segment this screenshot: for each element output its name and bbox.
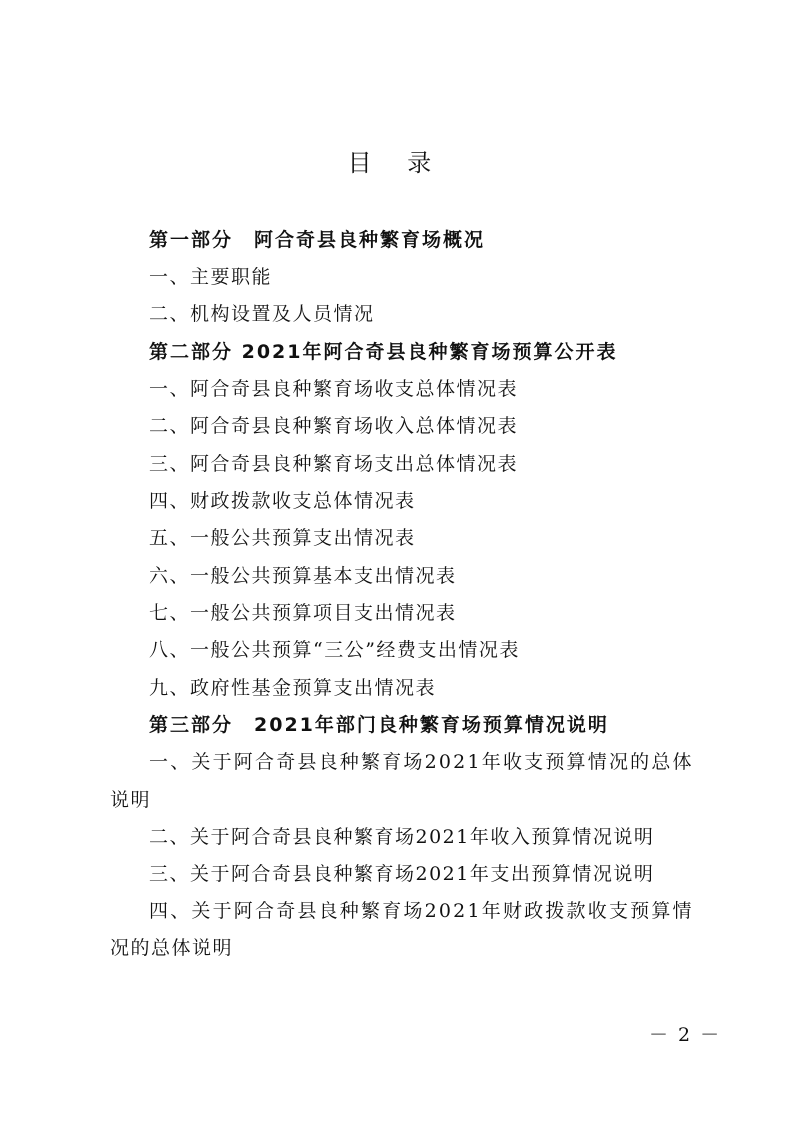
toc-item: 八、一般公共预算“三公”经费支出情况表 xyxy=(149,639,520,661)
toc-item: 二、关于阿合奇县良种繁育场2021年收入预算情况说明 xyxy=(149,826,655,848)
part2-heading: 第二部分 2021年阿合奇县良种繁育场预算公开表 xyxy=(149,341,618,363)
toc-item: 九、政府性基金预算支出情况表 xyxy=(149,677,437,699)
toc-item: 三、关于阿合奇县良种繁育场2021年支出预算情况说明 xyxy=(149,863,655,885)
page-title: 目 录 xyxy=(347,149,446,177)
toc-item: 四、关于阿合奇县良种繁育场2021年财政拨款收支预算情 xyxy=(149,900,694,922)
page-number: － 2 － xyxy=(649,1024,722,1046)
toc-item: 七、一般公共预算项目支出情况表 xyxy=(149,602,457,624)
toc-item: 一、关于阿合奇县良种繁育场2021年收支预算情况的总体 xyxy=(149,751,694,773)
toc-item: 四、财政拨款收支总体情况表 xyxy=(149,490,416,512)
toc-item-continuation: 况的总体说明 xyxy=(110,937,234,959)
part1-heading: 第一部分 阿合奇县良种繁育场概况 xyxy=(149,229,486,251)
toc-item-continuation: 说明 xyxy=(110,789,152,811)
toc-item: 六、一般公共预算基本支出情况表 xyxy=(149,565,457,587)
toc-item: 一、阿合奇县良种繁育场收支总体情况表 xyxy=(149,378,519,400)
toc-item: 二、机构设置及人员情况 xyxy=(149,303,375,325)
toc-item: 二、阿合奇县良种繁育场收入总体情况表 xyxy=(149,415,519,437)
part3-heading: 第三部分 2021年部门良种繁育场预算情况说明 xyxy=(149,714,609,736)
toc-item: 一、主要职能 xyxy=(149,266,273,288)
toc-item: 三、阿合奇县良种繁育场支出总体情况表 xyxy=(149,453,519,475)
toc-item: 五、一般公共预算支出情况表 xyxy=(149,527,416,549)
